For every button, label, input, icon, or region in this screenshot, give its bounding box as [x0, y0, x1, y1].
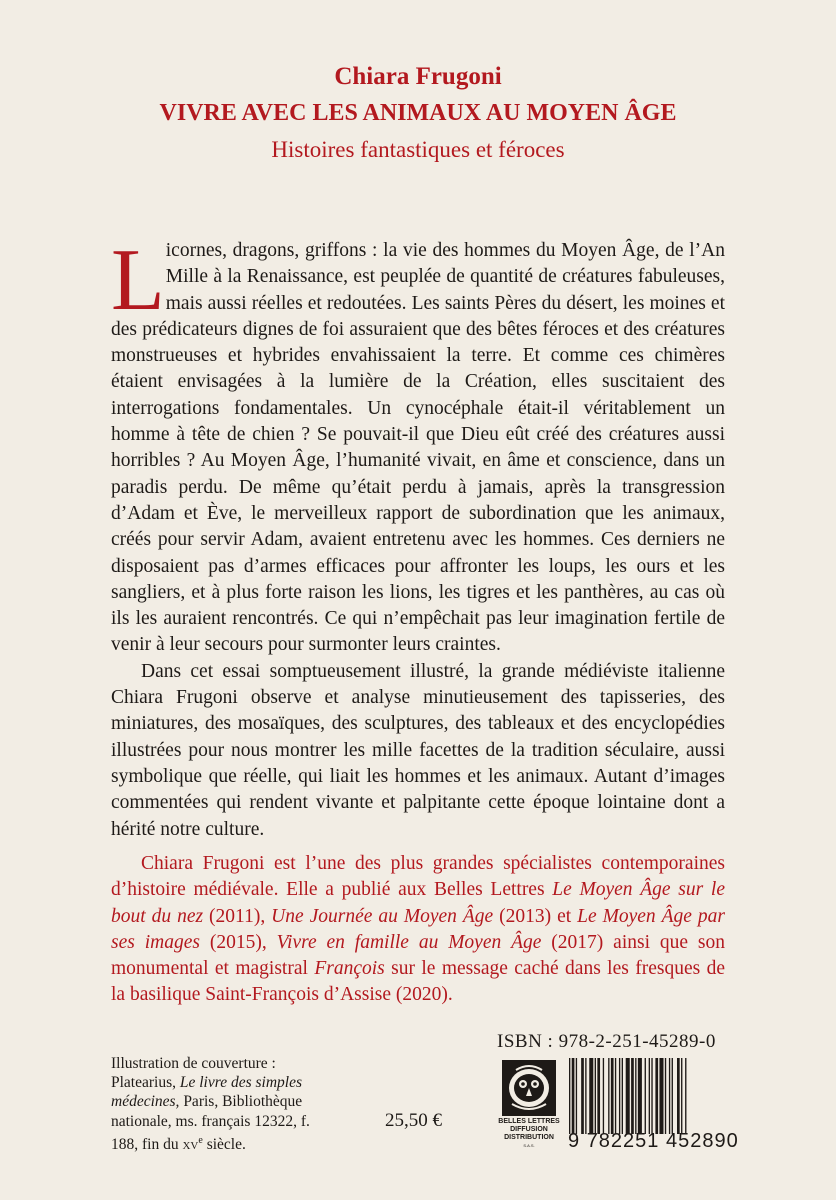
synopsis-paragraph-1: [111, 232, 725, 659]
cover-credits: [111, 1054, 331, 1154]
barcode-bar: [659, 1058, 663, 1134]
credits-century-suffix: e: [198, 1134, 203, 1146]
barcode-bar: [638, 1058, 642, 1134]
header: [0, 62, 836, 165]
author-bio: [111, 851, 725, 1009]
barcode-bar: [655, 1058, 658, 1134]
barcode-bar: [677, 1058, 680, 1134]
bio-text: (2015),: [199, 931, 277, 953]
bio-book-title: Une Journée au Moyen Âge: [271, 905, 494, 927]
bio-book-title: François: [314, 958, 385, 980]
barcode-bar: [585, 1058, 586, 1134]
barcode-bar: [681, 1058, 682, 1134]
barcode-bar: [572, 1058, 575, 1134]
barcode-bar: [581, 1058, 584, 1134]
bio-text: sur le message caché dans les fresques de la basilique Saint-François d’Assise (2020).: [111, 958, 726, 1006]
barcode-bar: [595, 1058, 596, 1134]
barcode-bar: [619, 1058, 620, 1134]
credits-text: Paris, Bibliothèque nationale, ms. français 12322, f. 188, fin du: [111, 1093, 310, 1153]
bio-text: (2011),: [203, 905, 272, 927]
barcode: [569, 1058, 731, 1134]
barcode-bar: [645, 1058, 646, 1134]
bio-book-title: Le Moyen Âge par ses images: [111, 905, 725, 953]
bio-text: (2013) et: [493, 905, 578, 927]
price: 25,50 €: [385, 1110, 442, 1131]
barcode-bar: [597, 1058, 600, 1134]
credits-text: Platearius,: [111, 1074, 180, 1092]
barcode-bar: [672, 1058, 673, 1134]
barcode-bar: [635, 1058, 636, 1134]
author-name: Chiara Frugoni: [334, 63, 502, 90]
book-title: VIVRE AVEC LES ANIMAUX AU MOYEN ÂGE: [159, 100, 677, 126]
drop-cap: L: [111, 232, 165, 329]
credits-text: siècle.: [202, 1135, 246, 1153]
distributor-line: DISTRIBUTION: [504, 1134, 554, 1141]
barcode-bar: [685, 1058, 686, 1134]
bio-book-title: Vivre en famille au Moyen Âge: [276, 931, 542, 953]
barcode-bar: [651, 1058, 652, 1134]
barcode-bar: [569, 1058, 570, 1134]
barcode-bar: [626, 1058, 630, 1134]
synopsis: [111, 232, 725, 843]
barcode-bar: [631, 1058, 634, 1134]
barcode-bar: [615, 1058, 616, 1134]
barcode-bar: [608, 1058, 609, 1134]
credits-century: xv: [182, 1135, 199, 1153]
synopsis-paragraph-1-text: icornes, dragons, griffons : la vie des hommes du Moyen Âge, de l’An Mille à la Renaissance, est peuplée de quantité de créatures fabuleuses, mais aussi réelles et redoutées. Les saints Pères du désert, les moines et des prédicateurs dignes de foi assuraient que des bêtes féroces et des créatures monstrueuses et hybrides envahissaient la terre. Et comme ces chimères étaient envisagées à la lumière de la Création, elles suscitaient des interrogations fondamentales. Un cynocéphale était-il véritablement un homme à tête de chien ? Se pouvait-il que Dieu eût créé des créatures aussi horribles ? Au Moyen Âge, l’humanité vivait, en âme et conscience, dans un paradis perdu. De même qu’était perdu à jamais, après la transgression d’Adam et Ève, le merveilleux rapport de subordination que les animaux, créés pour servir Adam, avaient entretenu avec les hommes. Ces derniers ne disposaient pas d’armes efficaces pour affronter les loups, les ours et les sangliers, et à plus forte raison les lions, les tigres et les panthères, au cas où ils les auraient rencontrés. Ce qui n’empêchait pas leur imagination fertile de venir à leur secours pour surmonter leurs craintes.: [111, 240, 725, 656]
distributor-line: BELLES LETTRES: [498, 1118, 560, 1125]
barcode-bar: [589, 1058, 593, 1134]
barcode-bar: [669, 1058, 670, 1134]
barcode-group-1: 782251: [586, 1130, 660, 1152]
barcode-bar: [576, 1058, 577, 1134]
barcode-bar: [649, 1058, 650, 1134]
distributor-line: S.A.S.: [523, 1143, 535, 1148]
isbn: ISBN : 978-2-251-45289-0: [497, 1031, 716, 1052]
bio-text: Chiara Frugoni est l’une des plus grandes spécialistes contemporaines d’histoire médiévale. Elle a publié aux Belles Lettres: [111, 853, 725, 901]
distributor-line: DIFFUSION: [510, 1126, 548, 1133]
barcode-bar: [622, 1058, 623, 1134]
barcode-digits: [568, 1130, 739, 1153]
barcode-bar: [665, 1058, 666, 1134]
distributor-name: [494, 1118, 564, 1150]
credits-source-title: Le livre des simples médecines,: [111, 1074, 302, 1111]
credits-label: Illustration de couverture :: [111, 1055, 276, 1072]
bio-book-title: Le Moyen Âge sur le bout du nez: [111, 879, 725, 927]
barcode-bar: [611, 1058, 614, 1134]
barcode-group-2: 452890: [666, 1130, 739, 1152]
barcode-bar: [603, 1058, 604, 1134]
bio-text: (2017) ainsi que son monumental et magistral: [111, 931, 725, 980]
synopsis-paragraph-2: Dans cet essai somptueusement illustré, la grande médiéviste italienne Chiara Frugoni observe et analyse minutieusement des tapisseries, des miniatures, des mosaïques, des sculptures, des tableaux et des encyclopédies illustrées pour nous montrer les mille facettes de la tradition séculaire, aussi symbolique que réelle, qui liait les hommes et les animaux. Autant d’images commentées qui rendent vivante et palpitante cette époque lointaine dont a hérité notre culture.: [111, 660, 725, 840]
book-subtitle: Histoires fantastiques et féroces: [271, 137, 565, 162]
barcode-first-digit: 9: [568, 1130, 581, 1152]
